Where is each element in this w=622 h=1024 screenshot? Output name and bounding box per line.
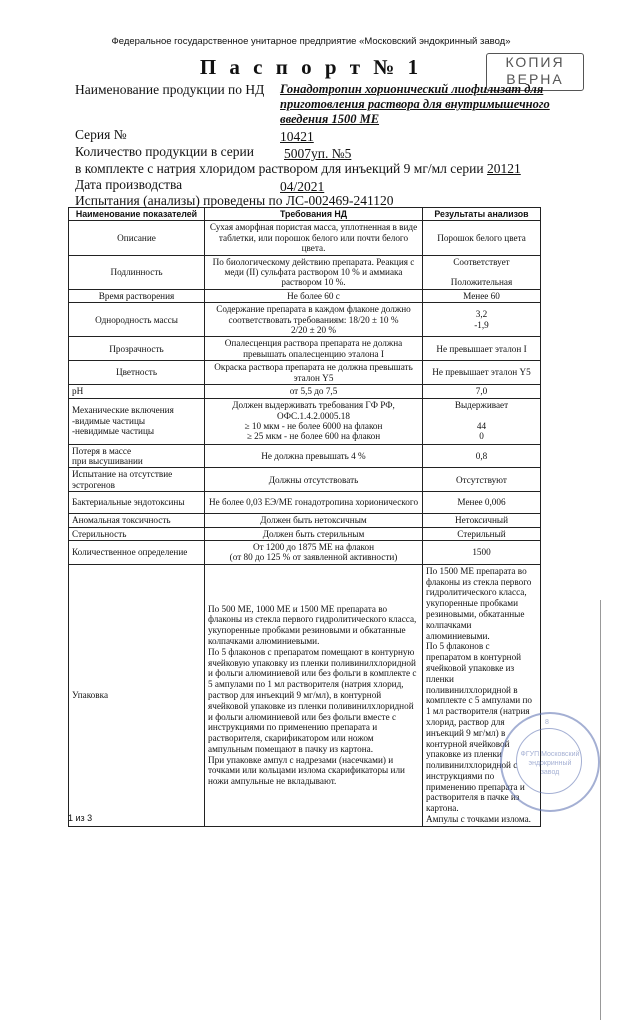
series-value: 10421 [280,129,314,144]
tests-label: Испытания (анализы) проведены по ЛС-002469-241120 [75,193,394,208]
table-row [69,564,541,826]
kit-label-text: в комплекте с натрия хлоридом раствором для инъекций 9 мг/мл серии [75,161,484,176]
row-name: pH [69,385,205,398]
row-res: 7,0 [423,385,541,398]
product-label: Наименование продукции по НД [75,82,265,97]
quantity-label: Количество продукции в серии [75,144,254,159]
row-res: Не превышает эталон Y5 [423,361,541,385]
row-res: Нетоксичный [423,514,541,527]
row-req: Должен быть нетоксичным [205,514,423,527]
date-value: 04/2021 [280,179,325,194]
row-res: 0,8 [423,444,541,468]
page-number: 1 из 3 [68,813,93,823]
kit-series: 20121 [487,161,521,176]
table-row [69,337,541,361]
row-name: Количественное определение [69,540,205,564]
row-req: По 500 МЕ, 1000 МЕ и 1500 МЕ препарата во флаконы из стекла первого гидролитического класса, укупоренные пробками резиновыми и обкатанные колпачками алюминиевыми. По 5 флаконов с препаратом помещают в контурную ячейковую упаковку из пленки поливинилхлоридной и фольги алюминиевой или без фольги в комплекте с 5 ампулами по 1 мл растворителя (натрия хлорид, раствор для инъекций 9 мг/мл), в контурной ячейковой упаковке из пленки поливинилхлоридной и фольги алюминиевой или без фольги вместе с инструкциями по применению препарата и растворителя, скарификатором или ножом ампульным помещают в пачку из картона. При упаковке ампул с надрезами (насечками) и точками или кольцами излома скарификаторы или ножи ампульные не вкладывают. [205,564,423,826]
row-name: Однородность массы [69,303,205,337]
stamp-line-2: ВЕРНА [506,71,564,87]
row-req: Должен быть стерильным [205,527,423,540]
table-row [69,303,541,337]
row-name: Прозрачность [69,337,205,361]
row-res: 1500 [423,540,541,564]
row-name: Упаковка [69,564,205,826]
table-row [69,444,541,468]
table-row [69,527,541,540]
row-res: Выдерживает 44 0 [423,398,541,444]
scan-edge-line [600,600,601,1020]
seal-number: 8 [545,719,549,726]
row-res: Менее 60 [423,289,541,302]
table-row [69,492,541,514]
seal-text: ФГУП Московский эндокринный завод [520,751,580,776]
header-cell: Требования НД [205,208,423,221]
row-name: Цветность [69,361,205,385]
table-row [69,221,541,255]
row-name: Время растворения [69,289,205,302]
row-req: Окраска раствора препарата не должна превышать эталон Y5 [205,361,423,385]
row-res: Не превышает эталон I [423,337,541,361]
table-row [69,540,541,564]
kit-label [75,161,521,177]
table-row [69,468,541,492]
row-req: от 5,5 до 7,5 [205,385,423,398]
row-res: По 1500 МЕ препарата во флаконы из стекла первого гидролитического класса, укупоренные пробками резиновыми, обкатанные колпачками алюминиевыми. По 5 флаконов с препаратом в контурной ячейковой упаковке из пленки поливинилхлоридной в комплекте с 5 ампулами по 1 мл растворителя (натрия хлорид, раствор для инъекций 9 мг/мл) в контурной ячейковой упаковке из пленки поливинилхлоридной с инструкциями по применению препарата и растворителя в пачке из картона. Ампулы с точками излома. [423,564,541,826]
row-res: Соответствует Положительная [423,255,541,289]
row-name: Испытание на отсутствие эстрогенов [69,468,205,492]
row-name: Описание [69,221,205,255]
row-req: Не должна превышать 4 % [205,444,423,468]
row-req: От 1200 до 1875 МЕ на флакон (от 80 до 125 % от заявленной активности) [205,540,423,564]
row-req: Сухая аморфная пористая масса, уплотненная в виде таблетки, или порошок белого или почти белого цвета. [205,221,423,255]
row-name: Потеря в массе при высушивании [69,444,205,468]
series-label: Серия № [75,127,127,142]
row-name: Аномальная токсичность [69,514,205,527]
row-name: Механические включения -видимые частицы -невидимые частицы [69,398,205,444]
header-cell: Наименование показателей [69,208,205,221]
row-res: Порошок белого цвета [423,221,541,255]
stamp-line-1: КОПИЯ [505,54,565,70]
table-row [69,385,541,398]
row-res: Отсутствуют [423,468,541,492]
round-seal [500,712,600,812]
row-name: Стерильность [69,527,205,540]
organization-header: Федеральное государственное унитарное предприятие «Московский эндокринный завод» [111,36,511,47]
row-res: Менее 0,006 [423,492,541,514]
row-name: Бактериальные эндотоксины [69,492,205,514]
table-header-row [69,208,541,221]
row-res: 3,2 -1,9 [423,303,541,337]
product-name: Гонадотропин хорионический лиофилизат для приготовления раствора для внутримышечного введения 1500 МЕ [280,82,550,126]
document-title: П а с п о р т № 1 [199,55,423,79]
row-req: Не более 60 с [205,289,423,302]
table-row [69,255,541,289]
row-req: Содержание препарата в каждом флаконе должно соответствовать требованиям: 18/20 ± 10 % 2/20 ± 20 % [205,303,423,337]
row-req: Не более 0,03 ЕЭ/МЕ гонадотропина хорионического [205,492,423,514]
row-req: Должны отсутствовать [205,468,423,492]
quantity-value: 5007уп. №5 [284,146,352,161]
row-res: Стерильный [423,527,541,540]
row-name: Подлинность [69,255,205,289]
row-req: Должен выдерживать требования ГФ РФ, ОФС.1.4.2.0005.18 ≥ 10 мкм - не более 6000 на флакон ≥ 25 мкм - не более 600 на флакон [205,398,423,444]
table-row [69,514,541,527]
table-row [69,398,541,444]
row-req: Опалесценция раствора препарата не должна превышать опалесценцию эталона I [205,337,423,361]
row-req: По биологическому действию препарата. Реакция с меди (II) сульфата раствором 10 % и аммиака раствором 10 %. [205,255,423,289]
header-cell: Результаты анализов [423,208,541,221]
date-label: Дата производства [75,177,183,192]
table-row [69,361,541,385]
spec-table [68,207,541,827]
table-row [69,289,541,302]
